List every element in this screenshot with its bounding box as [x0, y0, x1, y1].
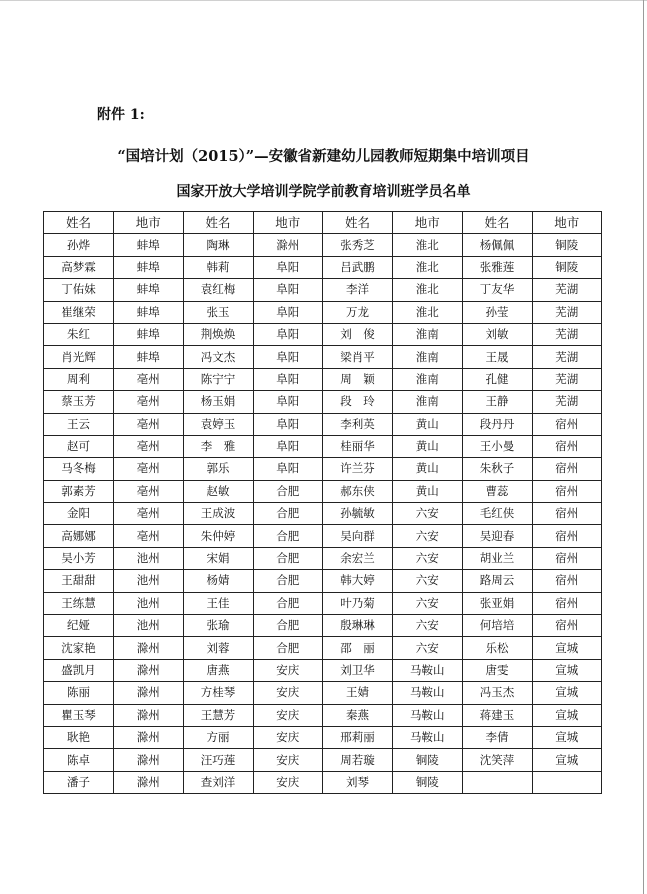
- trainee-name-cell: 荆焕焕: [183, 323, 253, 345]
- trainee-name-cell: 王云: [44, 413, 114, 435]
- city-cell: 亳州: [114, 525, 184, 547]
- city-cell: 六安: [393, 525, 463, 547]
- trainee-name-cell: 何培培: [462, 615, 532, 637]
- trainee-name-cell: 张玉: [183, 301, 253, 323]
- city-cell: 黄山: [393, 458, 463, 480]
- table-row: [44, 480, 602, 502]
- table-row: [44, 525, 602, 547]
- trainee-name-cell: 王成波: [183, 503, 253, 525]
- trainee-name-cell: 朱仲婷: [183, 525, 253, 547]
- trainee-name-cell: 吴迎春: [462, 525, 532, 547]
- trainee-name-cell: 邢莉丽: [323, 726, 393, 748]
- trainee-name-cell: 丁佑妹: [44, 279, 114, 301]
- city-cell: 马鞍山: [393, 704, 463, 726]
- trainee-name-cell: 秦燕: [323, 704, 393, 726]
- city-cell: 马鞍山: [393, 682, 463, 704]
- column-header-city: 地市: [253, 212, 323, 234]
- city-cell: [532, 771, 602, 793]
- city-cell: 滁州: [114, 704, 184, 726]
- city-cell: 宿州: [532, 503, 602, 525]
- trainee-name-cell: 刘卫华: [323, 659, 393, 681]
- city-cell: 铜陵: [393, 771, 463, 793]
- trainee-name-cell: 潘子: [44, 771, 114, 793]
- attachment-label: 附件 1:: [97, 107, 145, 123]
- city-cell: 蚌埠: [114, 256, 184, 278]
- city-cell: 铜陵: [393, 749, 463, 771]
- city-cell: 滁州: [114, 771, 184, 793]
- trainee-name-cell: 朱红: [44, 323, 114, 345]
- trainee-name-cell: 吴向群: [323, 525, 393, 547]
- city-cell: 六安: [393, 615, 463, 637]
- document-title: “国培计划（2015）”—安徽省新建幼儿园教师短期集中培训项目: [117, 148, 530, 165]
- trainee-name-cell: 许兰芬: [323, 458, 393, 480]
- column-header-name: 姓名: [183, 212, 253, 234]
- trainee-name-cell: 郝东侠: [323, 480, 393, 502]
- trainee-name-cell: 杨婧: [183, 570, 253, 592]
- trainee-name-cell: 李倩: [462, 726, 532, 748]
- trainee-name-cell: 张雅莲: [462, 256, 532, 278]
- city-cell: 滁州: [114, 637, 184, 659]
- city-cell: 亳州: [114, 435, 184, 457]
- trainee-name-cell: 耿艳: [44, 726, 114, 748]
- table-body: [44, 234, 602, 794]
- city-cell: 六安: [393, 637, 463, 659]
- city-cell: 芜湖: [532, 323, 602, 345]
- trainee-name-cell: 李洋: [323, 279, 393, 301]
- trainee-name-cell: 朱秋子: [462, 458, 532, 480]
- city-cell: 合肥: [253, 592, 323, 614]
- trainee-name-cell: 宋娟: [183, 547, 253, 569]
- table-row: [44, 749, 602, 771]
- city-cell: 马鞍山: [393, 659, 463, 681]
- city-cell: 阜阳: [253, 323, 323, 345]
- table-row: [44, 615, 602, 637]
- table-row: [44, 413, 602, 435]
- city-cell: 蚌埠: [114, 323, 184, 345]
- city-cell: 蚌埠: [114, 346, 184, 368]
- trainee-name-cell: 冯玉杰: [462, 682, 532, 704]
- city-cell: 亳州: [114, 391, 184, 413]
- trainee-name-cell: 梁肖平: [323, 346, 393, 368]
- city-cell: 六安: [393, 592, 463, 614]
- city-cell: 安庆: [253, 726, 323, 748]
- city-cell: 亳州: [114, 458, 184, 480]
- city-cell: 铜陵: [532, 234, 602, 256]
- city-cell: 六安: [393, 547, 463, 569]
- trainee-name-cell: 曹蕊: [462, 480, 532, 502]
- table-row: [44, 682, 602, 704]
- city-cell: 淮南: [393, 391, 463, 413]
- city-cell: 宿州: [532, 525, 602, 547]
- trainee-name-cell: 王甜甜: [44, 570, 114, 592]
- trainee-name-cell: 叶乃菊: [323, 592, 393, 614]
- trainee-name-cell: 瞿玉琴: [44, 704, 114, 726]
- trainee-name-cell: 周 颖: [323, 368, 393, 390]
- trainee-name-cell: 盛凯月: [44, 659, 114, 681]
- city-cell: 宣城: [532, 637, 602, 659]
- city-cell: 池州: [114, 592, 184, 614]
- city-cell: 滁州: [114, 726, 184, 748]
- city-cell: 安庆: [253, 659, 323, 681]
- city-cell: 滁州: [114, 659, 184, 681]
- trainee-name-cell: 万龙: [323, 301, 393, 323]
- trainee-name-cell: 张亚娟: [462, 592, 532, 614]
- trainee-name-cell: 殷琳琳: [323, 615, 393, 637]
- city-cell: 阜阳: [253, 391, 323, 413]
- city-cell: 宿州: [532, 413, 602, 435]
- city-cell: 池州: [114, 570, 184, 592]
- city-cell: 黄山: [393, 480, 463, 502]
- trainee-name-cell: 肖光辉: [44, 346, 114, 368]
- city-cell: 亳州: [114, 368, 184, 390]
- city-cell: 芜湖: [532, 346, 602, 368]
- city-cell: 宿州: [532, 458, 602, 480]
- column-header-name: 姓名: [323, 212, 393, 234]
- city-cell: 芜湖: [532, 368, 602, 390]
- city-cell: 池州: [114, 547, 184, 569]
- trainee-name-cell: 邵 丽: [323, 637, 393, 659]
- trainee-name-cell: 王慧芳: [183, 704, 253, 726]
- city-cell: 马鞍山: [393, 726, 463, 748]
- trainee-name-cell: 陈丽: [44, 682, 114, 704]
- city-cell: 滁州: [253, 234, 323, 256]
- trainee-name-cell: 袁红梅: [183, 279, 253, 301]
- city-cell: 淮南: [393, 368, 463, 390]
- trainee-name-cell: 方桂琴: [183, 682, 253, 704]
- trainee-name-cell: 王小曼: [462, 435, 532, 457]
- trainee-name-cell: 唐雯: [462, 659, 532, 681]
- city-cell: 滁州: [114, 682, 184, 704]
- trainee-name-cell: 周利: [44, 368, 114, 390]
- trainee-name-cell: 赵可: [44, 435, 114, 457]
- city-cell: 宣城: [532, 749, 602, 771]
- trainee-name-cell: 乐松: [462, 637, 532, 659]
- column-header-city: 地市: [114, 212, 184, 234]
- city-cell: 芜湖: [532, 301, 602, 323]
- table-row: [44, 301, 602, 323]
- document-subtitle: 国家开放大学培训学院学前教育培训班学员名单: [176, 184, 471, 200]
- trainee-name-cell: 杨佩佩: [462, 234, 532, 256]
- trainee-name-cell: 孔健: [462, 368, 532, 390]
- table-row: [44, 592, 602, 614]
- city-cell: 合肥: [253, 525, 323, 547]
- city-cell: 宣城: [532, 659, 602, 681]
- trainee-name-cell: 蒋建玉: [462, 704, 532, 726]
- city-cell: 宿州: [532, 480, 602, 502]
- city-cell: 宿州: [532, 547, 602, 569]
- trainee-name-cell: 王婧: [323, 682, 393, 704]
- trainee-name-cell: 高梦霖: [44, 256, 114, 278]
- table-row: [44, 458, 602, 480]
- city-cell: 淮北: [393, 234, 463, 256]
- page-top-edge: [0, 0, 647, 1]
- column-header-name: 姓名: [462, 212, 532, 234]
- trainee-name-cell: 唐燕: [183, 659, 253, 681]
- table-row: [44, 256, 602, 278]
- trainee-name-cell: 刘 俊: [323, 323, 393, 345]
- trainee-name-cell: 方丽: [183, 726, 253, 748]
- trainee-name-cell: 冯文杰: [183, 346, 253, 368]
- city-cell: 阜阳: [253, 413, 323, 435]
- city-cell: 安庆: [253, 682, 323, 704]
- trainee-name-cell: 汪巧莲: [183, 749, 253, 771]
- city-cell: 淮南: [393, 346, 463, 368]
- city-cell: 阜阳: [253, 368, 323, 390]
- trainee-name-cell: 李利英: [323, 413, 393, 435]
- table-row: [44, 368, 602, 390]
- table-row: [44, 659, 602, 681]
- city-cell: 宿州: [532, 570, 602, 592]
- city-cell: 黄山: [393, 435, 463, 457]
- city-cell: 淮北: [393, 256, 463, 278]
- trainee-name-cell: 陈宁宁: [183, 368, 253, 390]
- trainee-name-cell: 孙烨: [44, 234, 114, 256]
- table-row: [44, 435, 602, 457]
- city-cell: 阜阳: [253, 458, 323, 480]
- trainee-name-cell: 刘敏: [462, 323, 532, 345]
- trainee-name-cell: 孙毓敏: [323, 503, 393, 525]
- table-row: [44, 503, 602, 525]
- city-cell: 阜阳: [253, 256, 323, 278]
- city-cell: 宣城: [532, 682, 602, 704]
- city-cell: 合肥: [253, 503, 323, 525]
- table-row: [44, 391, 602, 413]
- city-cell: 淮北: [393, 279, 463, 301]
- trainee-name-cell: 段丹丹: [462, 413, 532, 435]
- trainee-name-cell: 李 雅: [183, 435, 253, 457]
- trainee-name-cell: [462, 771, 532, 793]
- trainee-roster-table: [43, 211, 602, 794]
- trainee-name-cell: 刘琴: [323, 771, 393, 793]
- city-cell: 淮北: [393, 301, 463, 323]
- city-cell: 亳州: [114, 480, 184, 502]
- city-cell: 滁州: [114, 749, 184, 771]
- page-right-edge: [643, 0, 644, 894]
- table-row: [44, 637, 602, 659]
- trainee-name-cell: 马冬梅: [44, 458, 114, 480]
- trainee-name-cell: 高娜娜: [44, 525, 114, 547]
- column-header-city: 地市: [393, 212, 463, 234]
- trainee-name-cell: 张瑜: [183, 615, 253, 637]
- trainee-name-cell: 段 玲: [323, 391, 393, 413]
- city-cell: 亳州: [114, 503, 184, 525]
- table-header-row: [44, 212, 602, 234]
- trainee-name-cell: 毛红侠: [462, 503, 532, 525]
- city-cell: 宿州: [532, 592, 602, 614]
- trainee-name-cell: 刘蓉: [183, 637, 253, 659]
- city-cell: 蚌埠: [114, 301, 184, 323]
- trainee-name-cell: 路周云: [462, 570, 532, 592]
- table-row: [44, 279, 602, 301]
- city-cell: 安庆: [253, 771, 323, 793]
- trainee-name-cell: 陶琳: [183, 234, 253, 256]
- city-cell: 蚌埠: [114, 279, 184, 301]
- city-cell: 阜阳: [253, 435, 323, 457]
- city-cell: 铜陵: [532, 256, 602, 278]
- table-row: [44, 726, 602, 748]
- table-row: [44, 547, 602, 569]
- trainee-name-cell: 蔡玉芳: [44, 391, 114, 413]
- city-cell: 宿州: [532, 615, 602, 637]
- city-cell: 合肥: [253, 637, 323, 659]
- trainee-name-cell: 王佳: [183, 592, 253, 614]
- city-cell: 芜湖: [532, 279, 602, 301]
- trainee-name-cell: 崔继荣: [44, 301, 114, 323]
- city-cell: 阜阳: [253, 279, 323, 301]
- trainee-name-cell: 桂丽华: [323, 435, 393, 457]
- city-cell: 六安: [393, 570, 463, 592]
- table-row: [44, 771, 602, 793]
- city-cell: 六安: [393, 503, 463, 525]
- city-cell: 亳州: [114, 413, 184, 435]
- trainee-name-cell: 袁婷玉: [183, 413, 253, 435]
- city-cell: 池州: [114, 615, 184, 637]
- table-row: [44, 704, 602, 726]
- trainee-name-cell: 查刘洋: [183, 771, 253, 793]
- city-cell: 安庆: [253, 749, 323, 771]
- trainee-name-cell: 张秀芝: [323, 234, 393, 256]
- city-cell: 芜湖: [532, 391, 602, 413]
- trainee-name-cell: 赵敏: [183, 480, 253, 502]
- city-cell: 合肥: [253, 480, 323, 502]
- table-row: [44, 570, 602, 592]
- table-row: [44, 234, 602, 256]
- city-cell: 宣城: [532, 726, 602, 748]
- city-cell: 安庆: [253, 704, 323, 726]
- trainee-name-cell: 余宏兰: [323, 547, 393, 569]
- trainee-name-cell: 吴小芳: [44, 547, 114, 569]
- city-cell: 宿州: [532, 435, 602, 457]
- city-cell: 蚌埠: [114, 234, 184, 256]
- city-cell: 阜阳: [253, 346, 323, 368]
- table-row: [44, 323, 602, 345]
- trainee-name-cell: 孙莹: [462, 301, 532, 323]
- trainee-name-cell: 沈家艳: [44, 637, 114, 659]
- city-cell: 黄山: [393, 413, 463, 435]
- table-row: [44, 346, 602, 368]
- trainee-name-cell: 王晟: [462, 346, 532, 368]
- trainee-name-cell: 杨玉娟: [183, 391, 253, 413]
- trainee-name-cell: 王练慧: [44, 592, 114, 614]
- column-header-name: 姓名: [44, 212, 114, 234]
- city-cell: 合肥: [253, 547, 323, 569]
- city-cell: 宣城: [532, 704, 602, 726]
- trainee-name-cell: 韩莉: [183, 256, 253, 278]
- trainee-name-cell: 纪娅: [44, 615, 114, 637]
- trainee-name-cell: 周若璇: [323, 749, 393, 771]
- trainee-name-cell: 王静: [462, 391, 532, 413]
- trainee-name-cell: 吕武鹏: [323, 256, 393, 278]
- city-cell: 合肥: [253, 615, 323, 637]
- city-cell: 淮南: [393, 323, 463, 345]
- trainee-name-cell: 郭素芳: [44, 480, 114, 502]
- city-cell: 合肥: [253, 570, 323, 592]
- trainee-name-cell: 陈卓: [44, 749, 114, 771]
- trainee-name-cell: 郭乐: [183, 458, 253, 480]
- trainee-name-cell: 胡业兰: [462, 547, 532, 569]
- trainee-name-cell: 韩大婷: [323, 570, 393, 592]
- trainee-name-cell: 丁友华: [462, 279, 532, 301]
- city-cell: 阜阳: [253, 301, 323, 323]
- trainee-name-cell: 金阳: [44, 503, 114, 525]
- column-header-city: 地市: [532, 212, 602, 234]
- trainee-name-cell: 沈笑萍: [462, 749, 532, 771]
